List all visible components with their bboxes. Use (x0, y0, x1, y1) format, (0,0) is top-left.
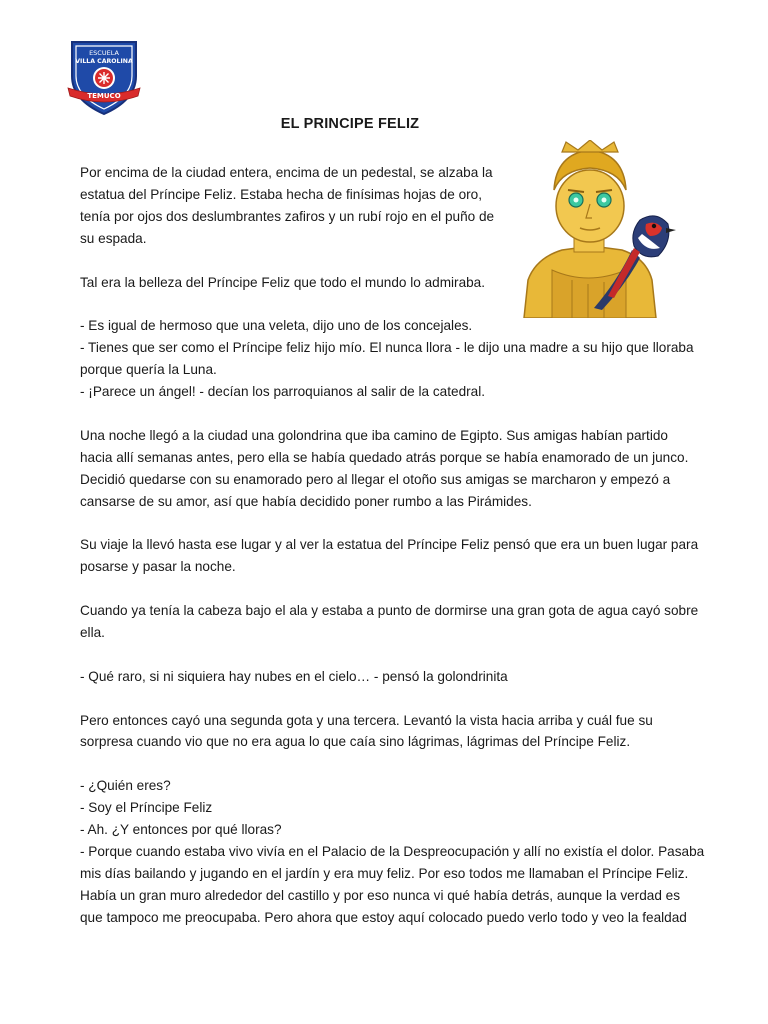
title-text: EL PRINCIPE FELIZ (280, 116, 420, 132)
story-line: - ¡Parece un ángel! - decían los parroquianos al salir de la catedral. (80, 384, 486, 400)
paragraph-gap (80, 403, 700, 425)
story-line: - Qué raro, si ni siquiera hay nubes en el cielo… - pensó la golondrinita (80, 668, 508, 684)
story-paragraph (80, 600, 700, 644)
story-line: que tampoco me preocupaba. Pero ahora que estoy aquí colocado puedo verlo todo y veo la fealdad (80, 909, 687, 925)
story-line: Decidió quedarse con su enamorado pero al llegar el otoño sus amigas se marcharon y empezó a (80, 471, 671, 487)
story-line: su espada. (80, 230, 147, 246)
story-paragraph (80, 272, 700, 294)
story-line: Cuando ya tenía la cabeza bajo el ala y estaba a punto de dormirse una gran gota de agua cayó sobre (80, 603, 699, 619)
story-paragraph (80, 534, 700, 578)
story-line: hacia allí semanas antes, pero ella se había quedado atrás porque se había enamorado de un junco. (80, 449, 689, 465)
paragraph-gap (80, 250, 700, 272)
story-line: mis días bailando y jugando en el jardín y era muy feliz. Por eso todos me llamaban el Príncipe Feliz. (80, 865, 689, 881)
paragraph-gap (80, 293, 700, 315)
story-line: Su viaje la llevó hasta ese lugar y al ver la estatua del Príncipe Feliz pensó que era un buen lugar para (80, 537, 699, 553)
story-line: porque quería la Luna. (80, 362, 217, 378)
story-line: tenía por ojos dos deslumbrantes zafiros y un rubí rojo en el puño de (80, 208, 495, 224)
story-line: Por encima de la ciudad entera, encima de un pedestal, se alzaba la (80, 165, 493, 180)
story-line: posarse y pasar la noche. (80, 559, 236, 575)
logo-ribbon: TEMUCO (87, 92, 121, 100)
story-paragraph (80, 775, 705, 928)
paragraph-gap (80, 688, 700, 710)
story-paragraph (80, 710, 700, 754)
story-line: - Porque cuando estaba vivo vivía en el Palacio de la Despreocupación y allí no existía el dolor. Pasaba (80, 843, 705, 859)
story-paragraph (80, 162, 700, 250)
story-paragraph (80, 315, 700, 403)
story-line: Una noche llegó a la ciudad una golondrina que iba camino de Egipto. Sus amigas habían partido (80, 427, 668, 443)
paragraph-gap (80, 578, 700, 600)
story-line: Había un gran muro alrededor del castillo y por eso nunca vi qué había detrás, aunque la verdad es (80, 887, 681, 903)
story-line: - Tienes que ser como el Príncipe feliz hijo mío. El nunca llora - le dijo una madre a su hijo que lloraba (80, 340, 694, 356)
story-line: sorpresa cuando vio que no era agua lo que caía sino lágrimas, lágrimas del Príncipe Feliz. (80, 734, 631, 750)
school-logo (66, 38, 142, 116)
school-crest-icon (66, 38, 142, 116)
story-paragraph (80, 666, 700, 688)
story-line: Pero entonces cayó una segunda gota y una tercera. Levantó la vista hacia arriba y cuál fue su (80, 712, 653, 728)
page-title (0, 116, 700, 132)
story-line: Tal era la belleza del Príncipe Feliz que todo el mundo lo admiraba. (80, 274, 486, 290)
story-line: - Es igual de hermoso que una veleta, dijo uno de los concejales. (80, 318, 473, 334)
logo-line2: VILLA CAROLINA (75, 58, 133, 65)
story-paragraph (80, 425, 700, 513)
story-line: - Ah. ¿Y entonces por qué lloras? (80, 822, 282, 838)
paragraph-gap (80, 512, 700, 534)
story-line: estatua del Príncipe Feliz. Estaba hecha de finísimas hojas de oro, (80, 186, 482, 202)
story-line: - Soy el Príncipe Feliz (80, 800, 213, 816)
logo-line1: ESCUELA (89, 49, 119, 57)
paragraph-gap (80, 644, 700, 666)
story-line: - ¿Quién eres? (80, 778, 171, 794)
paragraph-gap (80, 753, 700, 775)
story-line: ella. (80, 624, 105, 640)
story-line: cansarse de su amor, así que había decidido poner rumbo a las Pirámides. (80, 493, 532, 509)
story-body (80, 162, 705, 929)
